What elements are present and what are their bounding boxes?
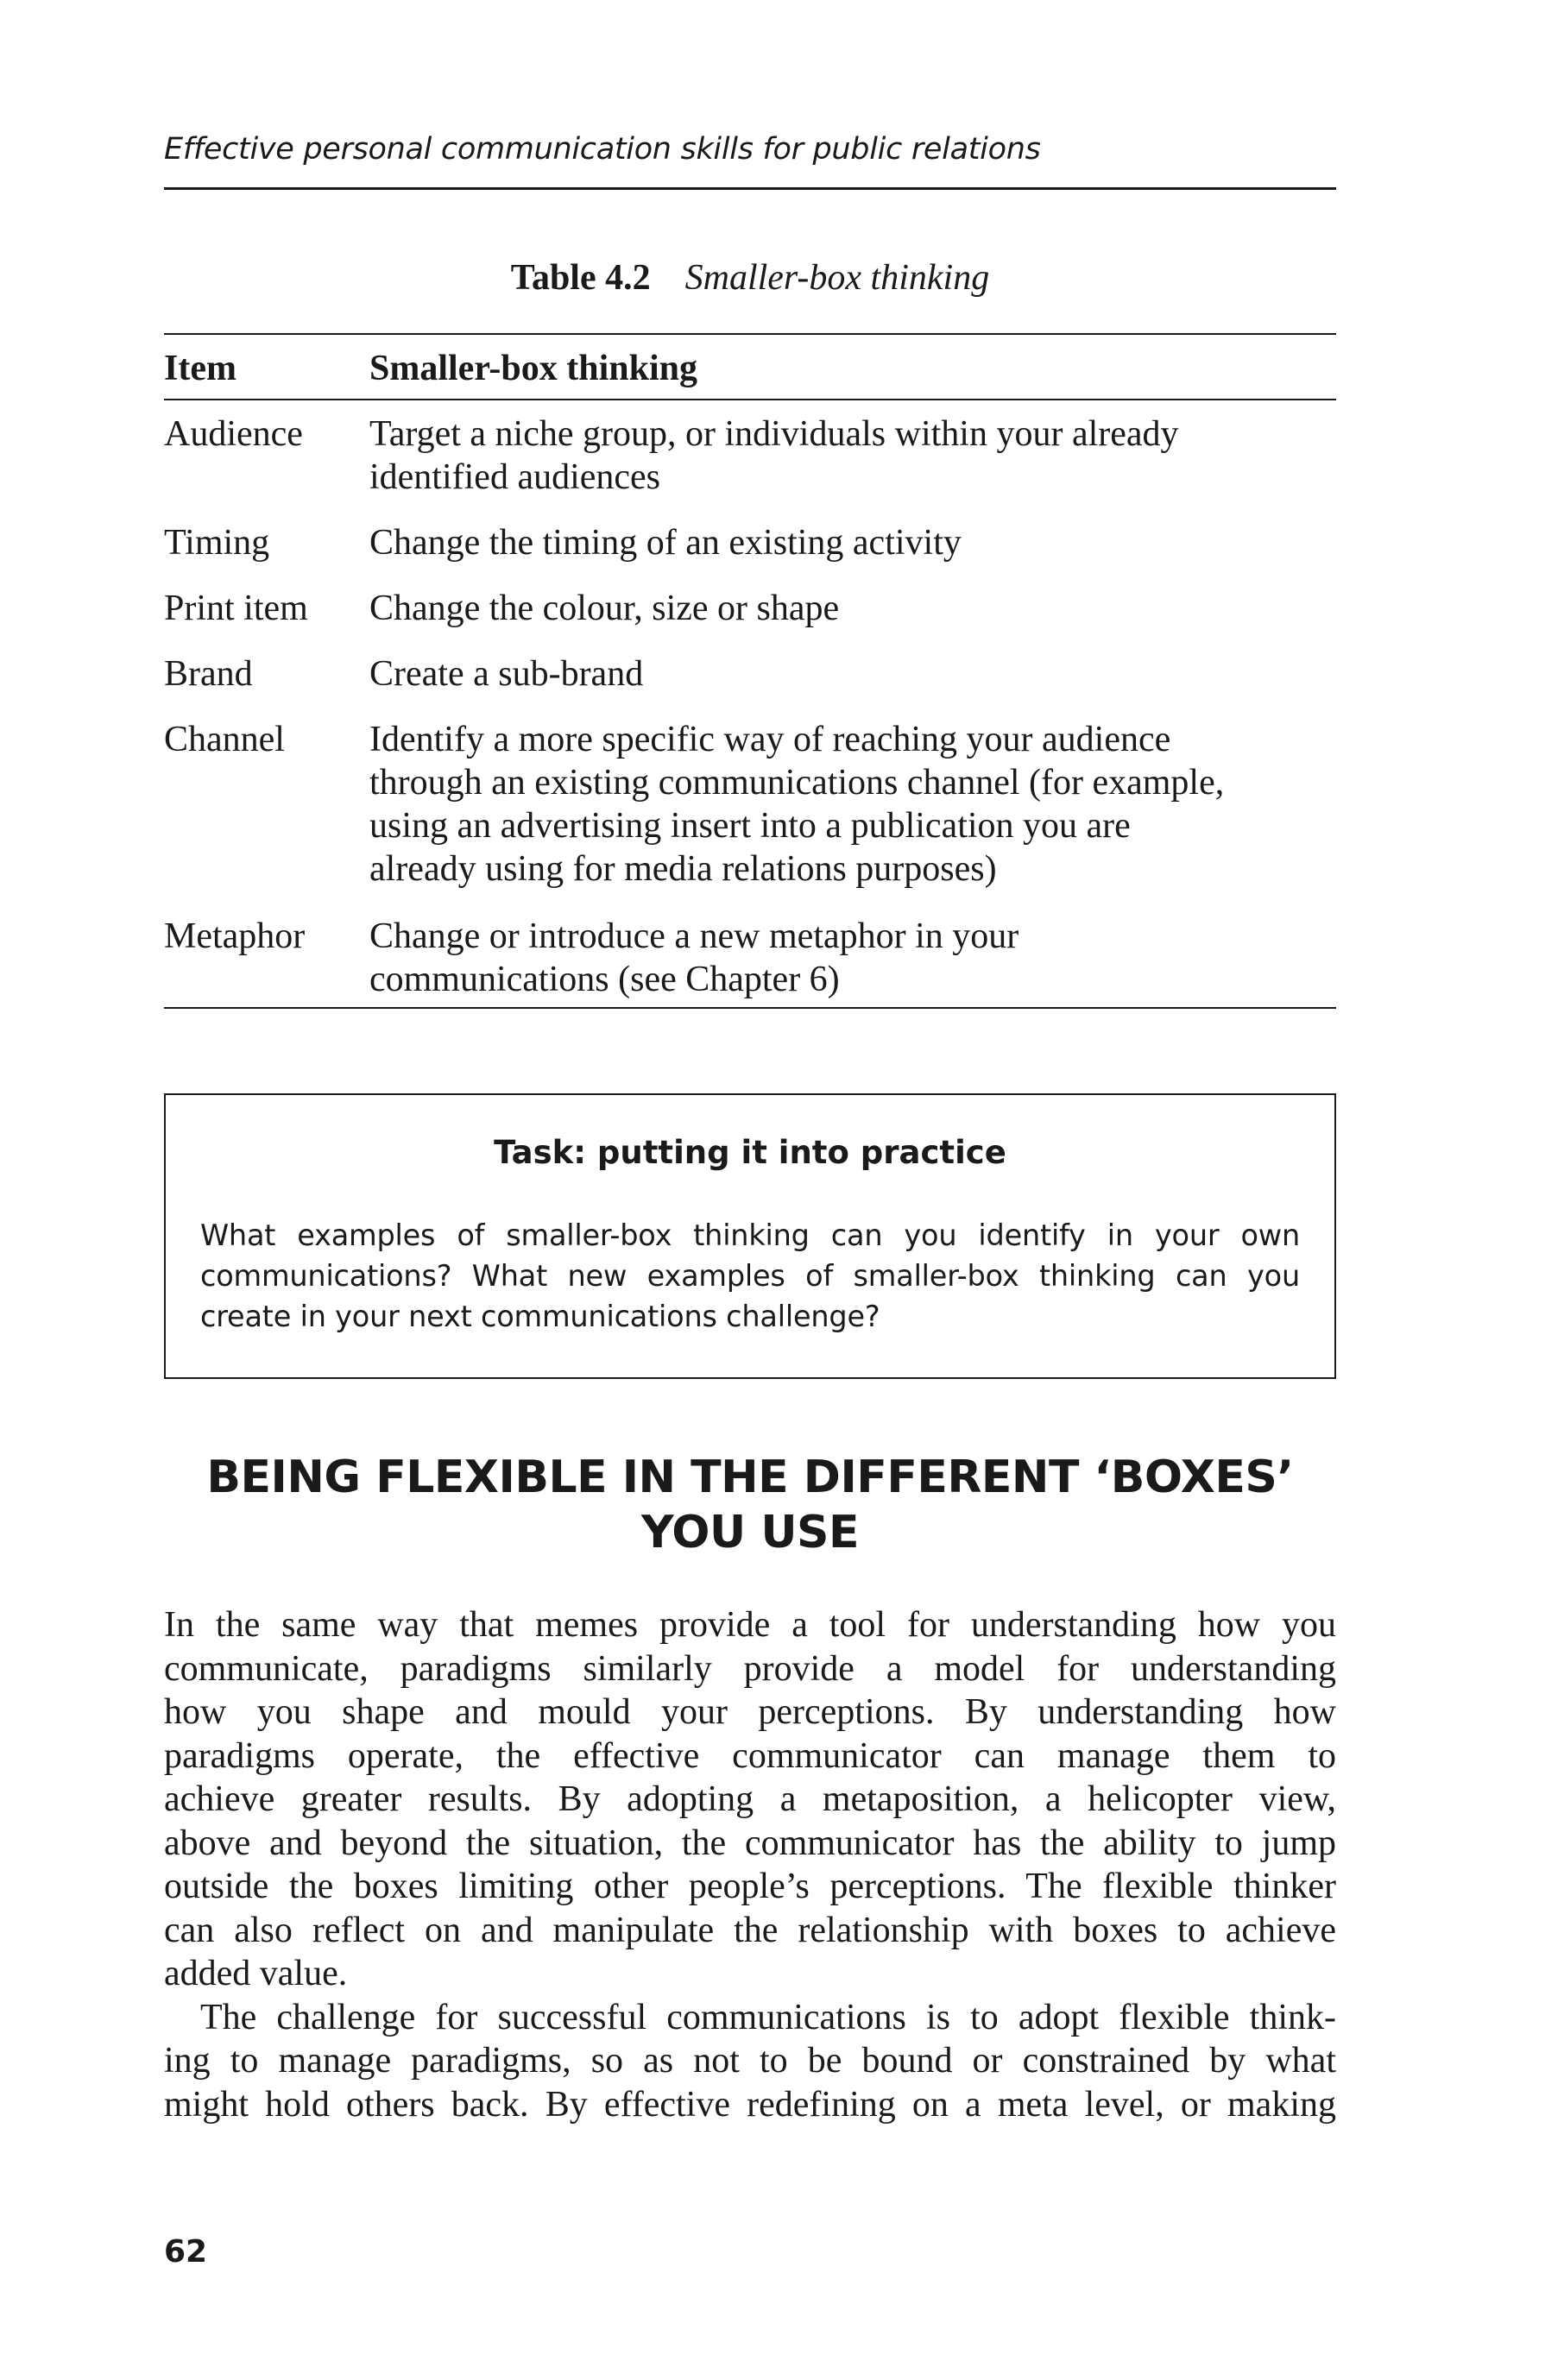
table-cell-item: Audience (164, 414, 303, 454)
table-cell-line: identified audiences (369, 457, 661, 497)
table-cell-line: Target a niche group, or individuals within your already (369, 414, 1179, 454)
table-cell-item: Channel (164, 720, 285, 759)
table-header-rule (164, 399, 1336, 400)
table-title: Smaller-box thinking (684, 258, 990, 298)
running-head: Effective personal communication skills for public relations (164, 132, 1041, 167)
table-cell-line: Change the timing of an existing activity (369, 523, 962, 563)
table-cell-item: Metaphor (164, 916, 306, 956)
table-cell-description (369, 915, 1336, 1001)
text-line: added value. (164, 1954, 348, 1993)
text-line: how you shape and mould your perceptions. By understanding how (164, 1692, 1336, 1732)
table-top-rule (164, 333, 1336, 335)
table-bottom-rule (164, 1007, 1336, 1009)
section-heading-line: YOU USE (640, 1507, 860, 1558)
table-header-item: Item (164, 349, 236, 388)
paragraph-2 (164, 1996, 1336, 2127)
table-cell-line: Create a sub-brand (369, 654, 644, 694)
table-cell-line: already using for media relations purposes) (369, 849, 997, 889)
section-heading (164, 1450, 1336, 1560)
text-line: achieve greater results. By adopting a metaposition, a helicopter view, (164, 1779, 1336, 1819)
table-cell-item: Print item (164, 589, 308, 628)
header-rule (164, 187, 1336, 190)
table-cell-description (369, 521, 1336, 564)
table-caption (164, 255, 1336, 300)
task-box-title: Task: putting it into practice (494, 1134, 1006, 1171)
table-cell-description (369, 652, 1336, 696)
table-cell-line: Change or introduce a new metaphor in your (369, 916, 1019, 956)
text-line: paradigms operate, the effective communicator can manage them to (164, 1735, 1336, 1776)
text-line: ing to manage paradigms, so as not to be bound or constrained by what (164, 2041, 1336, 2081)
task-box (164, 1093, 1336, 1379)
text-line: above and beyond the situation, the communicator has the ability to jump (164, 1823, 1336, 1863)
table-cell-description (369, 412, 1336, 499)
text-line: The challenge for successful communications is to adopt flexible think- (200, 1997, 1336, 2037)
task-box-body: What examples of smaller-box thinking can you identify in your own communications? What new examples of smaller-box thinking can you create in your next communications challenge? (200, 1218, 1300, 1333)
paragraph-1 (164, 1603, 1336, 1996)
table-label: Table 4.2 (510, 258, 651, 298)
table-cell-description (369, 587, 1336, 630)
body-text (164, 1603, 1336, 2126)
table-cell-line: Identify a more specific way of reaching your audience (369, 720, 1171, 759)
table-cell-line: Change the colour, size or shape (369, 589, 840, 628)
table-cell-item: Timing (164, 523, 270, 563)
table-cell-item: Brand (164, 654, 253, 694)
text-line: might hold others back. By effective redefining on a meta level, or making (164, 2084, 1336, 2125)
table-cell-description (369, 718, 1336, 891)
table-cell-line: through an existing communications channel (for example, (369, 763, 1225, 803)
table-cell-line: using an advertising insert into a publication you are (369, 806, 1131, 846)
section-heading-line: BEING FLEXIBLE IN THE DIFFERENT ‘BOXES’ (206, 1451, 1294, 1503)
table-header-thinking: Smaller-box thinking (369, 349, 698, 388)
text-line: outside the boxes limiting other people’s perceptions. The flexible thinker (164, 1867, 1336, 1906)
text-line: In the same way that memes provide a tool for understanding how you (164, 1605, 1336, 1645)
text-line: can also reflect on and manipulate the relationship with boxes to achieve (164, 1910, 1336, 1950)
text-line: communicate, paradigms similarly provide a model for understanding (164, 1648, 1336, 1689)
table-cell-line: communications (see Chapter 6) (369, 960, 840, 999)
page-number: 62 (164, 2234, 208, 2270)
